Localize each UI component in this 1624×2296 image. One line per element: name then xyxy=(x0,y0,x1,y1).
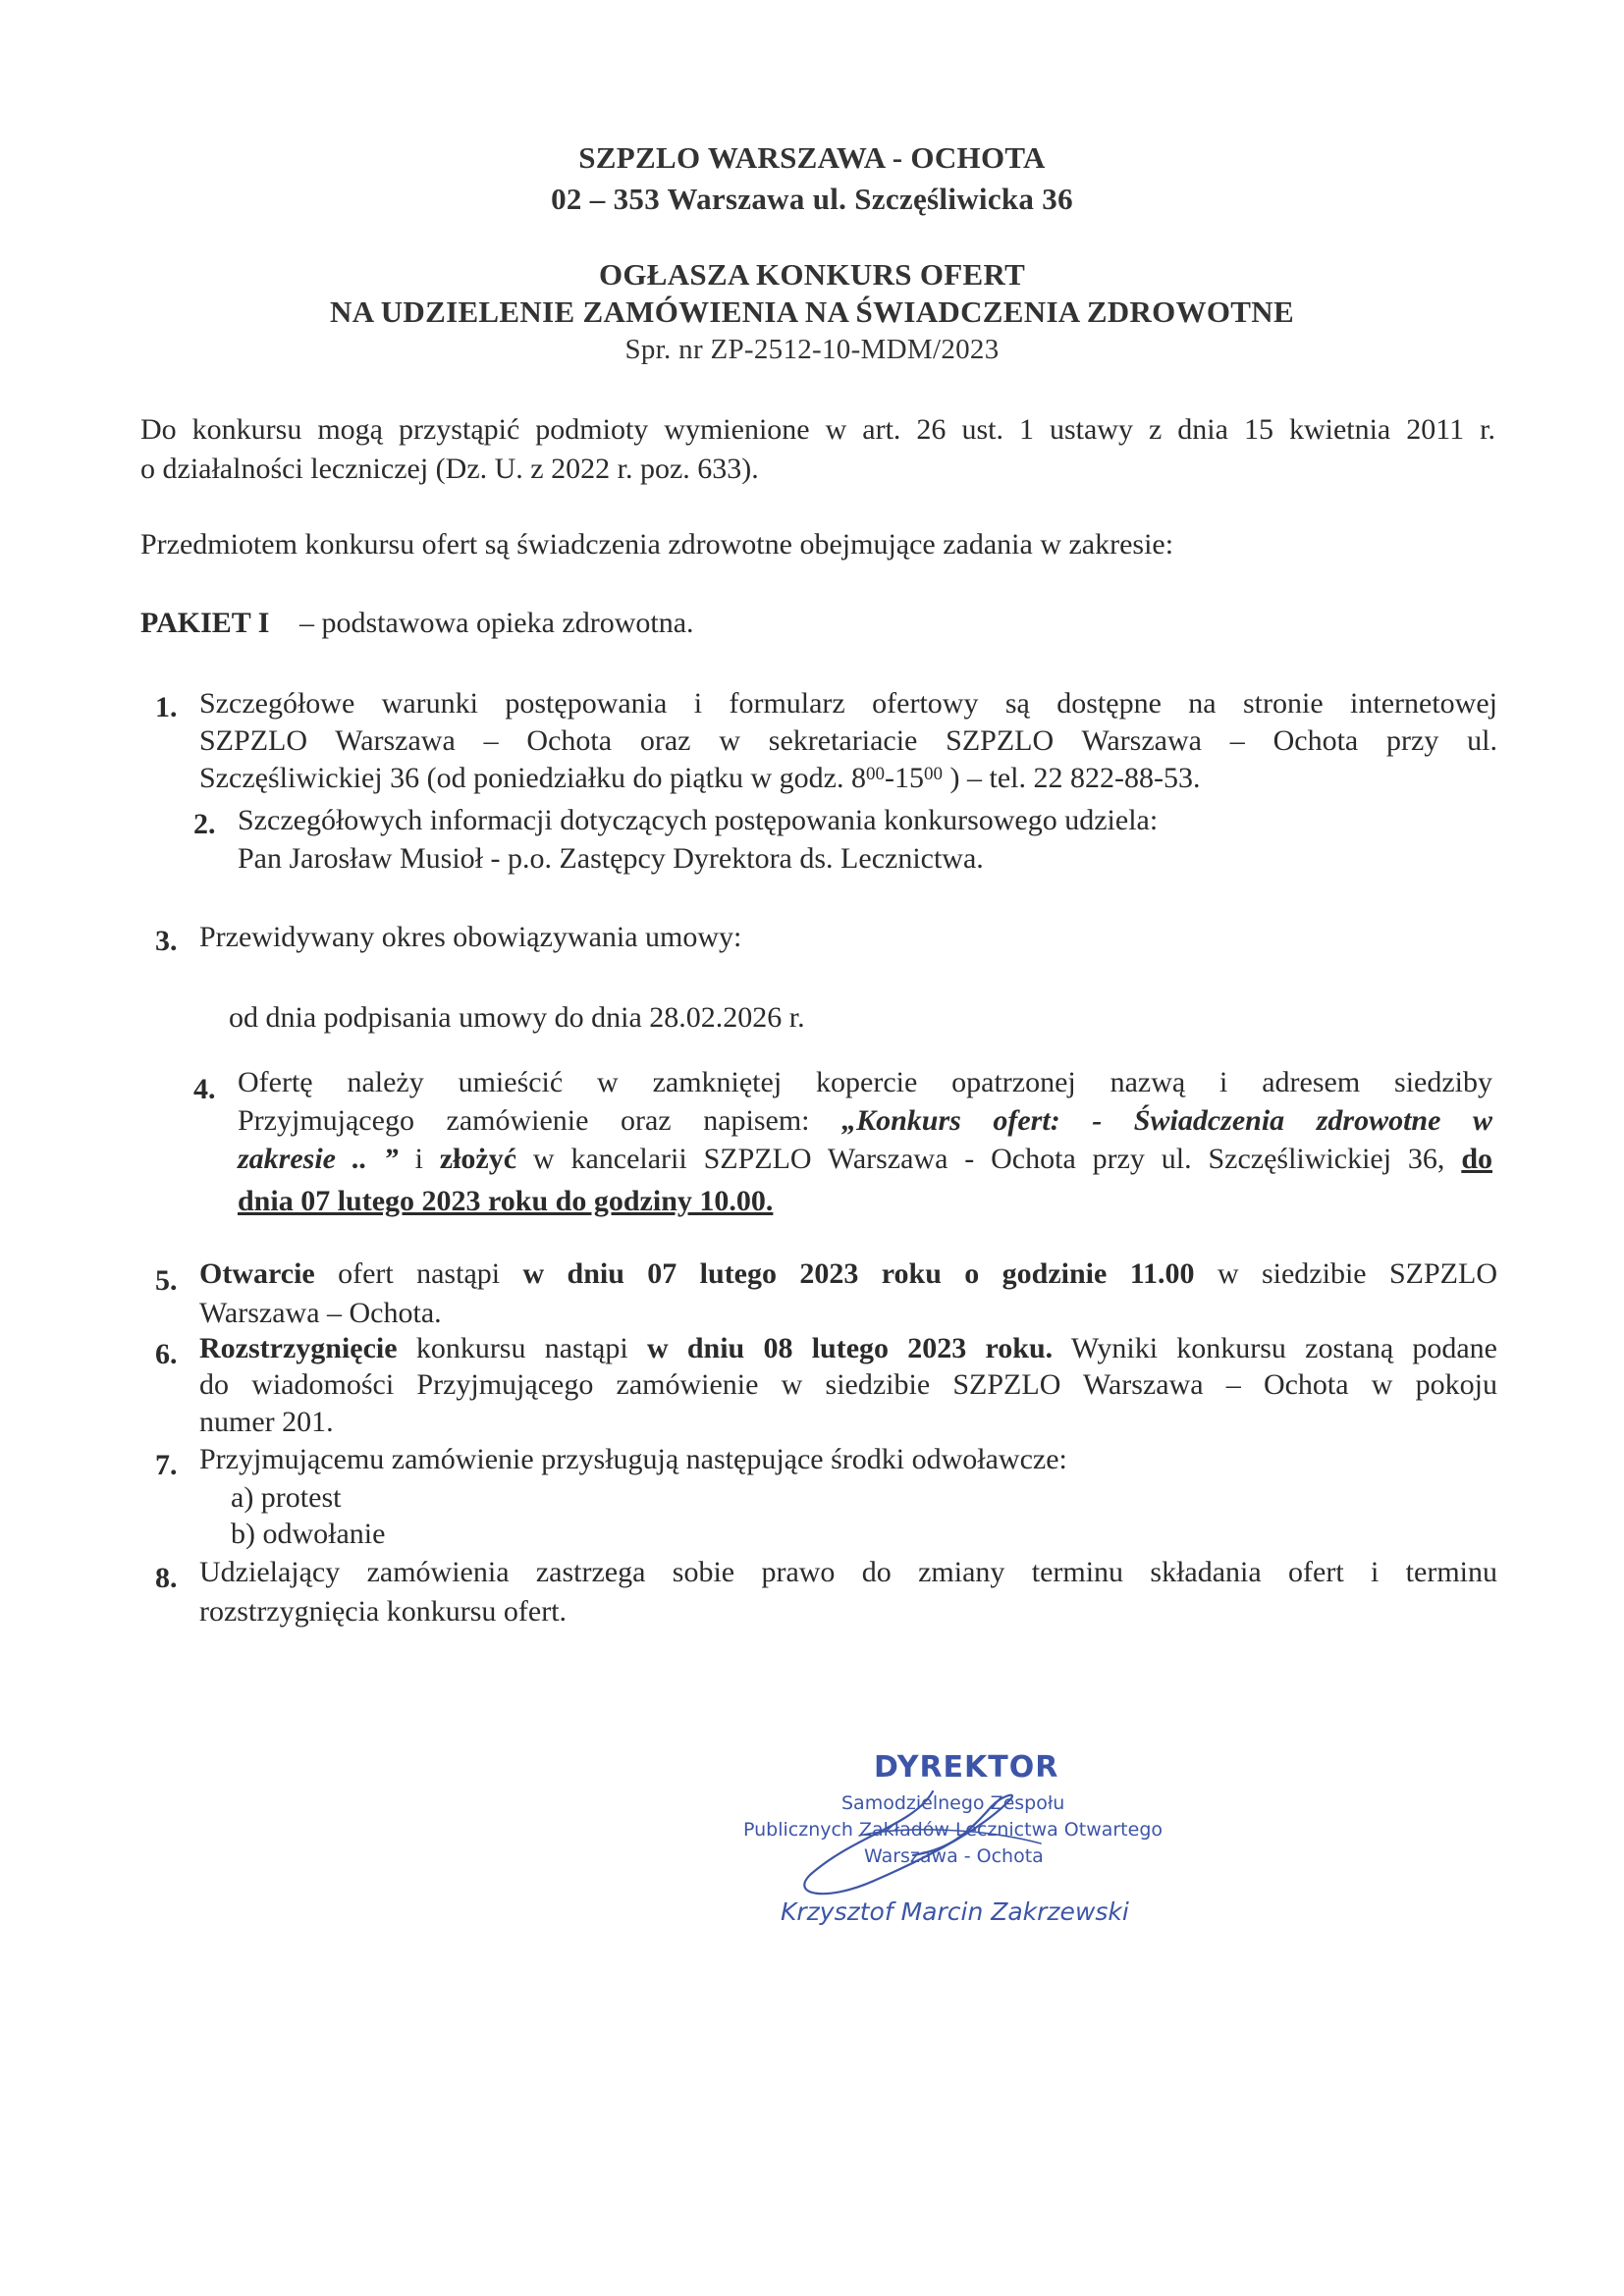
stamp-line-2: Publicznych Zakładów Lecznictwa Otwartego xyxy=(743,1819,1164,1841)
stamp-title: DYREKTOR xyxy=(874,1750,1059,1785)
item-4-line-1: Ofertę należy umieścić w zamkniętej kopercie opatrzonej nazwą i adresem siedziby xyxy=(238,1066,1492,1098)
item-7-line-1: Przyjmującemu zamówienie przysługują następujące środki odwoławcze: xyxy=(199,1443,1067,1475)
item-4-line-3: zakresie .. ” i złożyć w kancelarii SZPZLO Warszawa - Ochota przy ul. Szczęśliwickiej 36, do xyxy=(238,1143,1492,1175)
item-7-option-a: a) protest xyxy=(231,1481,342,1514)
item-2-line-1: Szczegółowych informacji dotyczących postępowania konkursowego udziela: xyxy=(238,804,1159,836)
subject-paragraph: Przedmiotem konkursu ofert są świadczenia zdrowotne obejmujące zadania w zakresie: xyxy=(140,528,1174,561)
item-3-line-1: Przewidywany okres obowiązywania umowy: xyxy=(199,921,742,953)
item-6-line-3: numer 201. xyxy=(199,1406,334,1438)
item-2-line-2: Pan Jarosław Musioł - p.o. Zastępcy Dyrektora ds. Lecznictwa. xyxy=(238,842,984,875)
item-number-1: 1. xyxy=(155,691,178,723)
item-number-2: 2. xyxy=(193,808,216,840)
item-1-line-1: Szczegółowe warunki postępowania i formularz ofertowy są dostępne na stronie internetowej xyxy=(199,687,1497,720)
stamp-line-1: Samodzielnego Zespołu xyxy=(841,1792,1065,1814)
item-number-8: 8. xyxy=(155,1562,178,1594)
item-7-option-b: b) odwołanie xyxy=(231,1518,386,1550)
item-1-line-3: Szczęśliwickiej 36 (od poniedziałku do piątku w godz. $8^{00}-15^{00}$ ) – tel. 22 822-88-53. xyxy=(199,762,1201,794)
item-number-4: 4. xyxy=(193,1073,216,1105)
announcement-title: OGŁASZA KONKURS OFERT xyxy=(598,257,1026,292)
signer-name: Krzysztof Marcin Zakrzewski xyxy=(781,1897,1129,1926)
announcement-subtitle: NA UDZIELENIE ZAMÓWIENIA NA ŚWIADCZENIA ZDROWOTNE xyxy=(330,294,1294,329)
item-4-deadline: dnia 07 lutego 2023 roku do godziny 10.00. xyxy=(238,1185,774,1217)
item-5-line-1: Otwarcie ofert nastąpi w dniu 07 lutego 2023 roku o godzinie 11.00 w siedzibie SZPZLO xyxy=(199,1257,1497,1290)
item-4-line-2: Przyjmującego zamówienie oraz napisem: „Konkurs ofert: - Świadczenia zdrowotne w xyxy=(238,1104,1492,1137)
pakiet-description: – podstawowa opieka zdrowotna. xyxy=(299,607,694,639)
case-number: Spr. nr ZP-2512-10-MDM/2023 xyxy=(624,334,1000,365)
item-8-line-2: rozstrzygnięcia konkursu ofert. xyxy=(199,1595,568,1628)
item-6-line-1: Rozstrzygnięcie konkursu nastąpi w dniu 08 lutego 2023 roku. Wyniki konkursu zostaną podane xyxy=(199,1332,1497,1364)
handwritten-signature xyxy=(766,1787,1139,1904)
item-5-line-2: Warszawa – Ochota. xyxy=(199,1297,442,1329)
intro-line-2: o działalności leczniczej (Dz. U. z 2022 r. poz. 633). xyxy=(140,453,759,485)
item-number-5: 5. xyxy=(155,1264,178,1297)
item-6-line-2: do wiadomości Przyjmującego zamówienie w siedzibie SZPZLO Warszawa – Ochota w pokoju xyxy=(199,1368,1497,1401)
item-8-line-1: Udzielający zamówienia zastrzega sobie prawo do zmiany terminu składania ofert i terminu xyxy=(199,1556,1497,1588)
pakiet-label: PAKIET I xyxy=(140,607,270,639)
item-number-6: 6. xyxy=(155,1338,178,1370)
org-address: 02 – 353 Warszawa ul. Szczęśliwicka 36 xyxy=(551,182,1073,216)
intro-line-1: Do konkursu mogą przystąpić podmioty wymienione w art. 26 ust. 1 ustawy z dnia 15 kwietnia 2011 r. xyxy=(140,413,1495,446)
item-1-line-2: SZPZLO Warszawa – Ochota oraz w sekretariacie SZPZLO Warszawa – Ochota przy ul. xyxy=(199,724,1497,757)
item-number-3: 3. xyxy=(155,925,178,957)
org-name: SZPZLO WARSZAWA - OCHOTA xyxy=(578,140,1046,175)
stamp-line-3: Warszawa - Ochota xyxy=(864,1845,1044,1867)
item-number-7: 7. xyxy=(155,1449,178,1481)
item-3-line-2: od dnia podpisania umowy do dnia 28.02.2026 r. xyxy=(229,1001,805,1034)
